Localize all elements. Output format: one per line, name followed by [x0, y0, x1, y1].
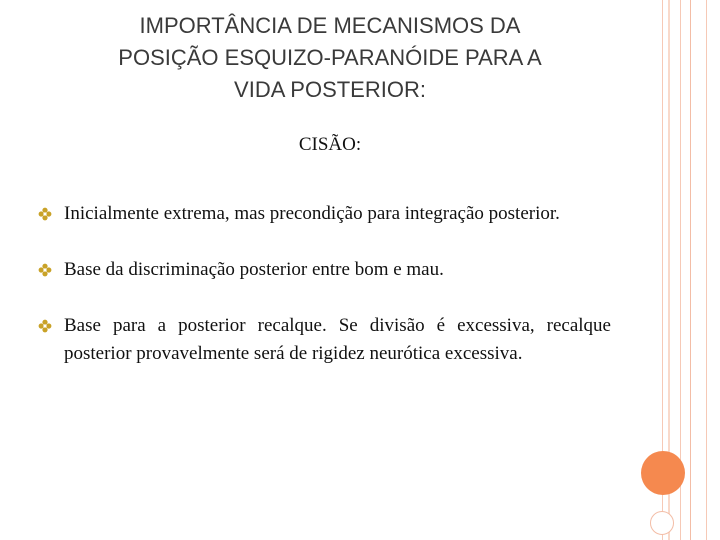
- flower-bullet-icon: [38, 263, 52, 277]
- bullet-text: Base da discriminação posterior entre bom e mau.: [64, 259, 444, 280]
- bullet-item: [34, 312, 611, 368]
- flower-bullet-icon: [38, 207, 52, 221]
- bullet-item: [34, 256, 611, 284]
- title-line: POSIÇÃO ESQUIZO-PARANÓIDE PARA A: [118, 45, 542, 70]
- decor-circle-small: [650, 511, 674, 535]
- bullet-text: Inicialmente extrema, mas precondição para integração posterior.: [64, 203, 560, 224]
- title-line: VIDA POSTERIOR:: [234, 77, 426, 102]
- slide-title: [40, 10, 620, 106]
- decor-circle: [641, 451, 685, 495]
- title-line: IMPORTÂNCIA DE MECANISMOS DA: [139, 13, 521, 38]
- bullet-item: [34, 200, 611, 228]
- decor-line: [690, 0, 691, 540]
- decor-line: [706, 0, 707, 540]
- bullet-list: [34, 200, 611, 396]
- slide-subtitle: CISÃO:: [298, 134, 362, 155]
- flower-bullet-icon: [38, 319, 52, 333]
- bullet-text: Base para a posterior recalque. Se divisão é excessiva, recalque posterior provavelmente será de rigidez neurótica excessiva.: [64, 315, 611, 364]
